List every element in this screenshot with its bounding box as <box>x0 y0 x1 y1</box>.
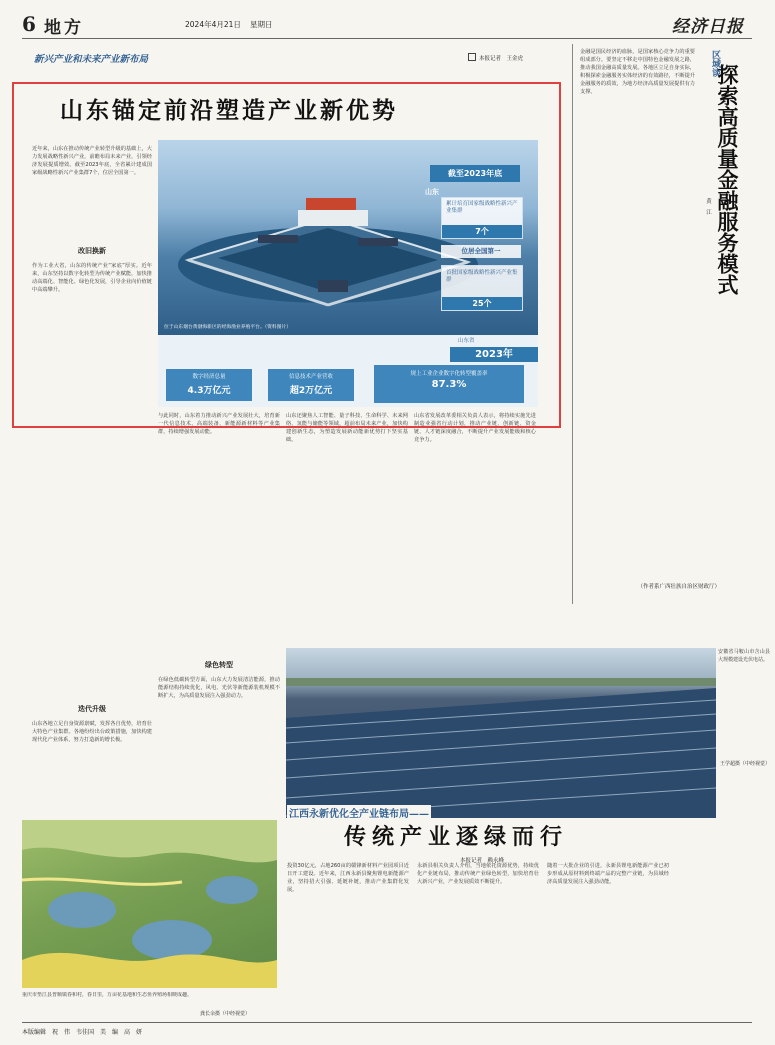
page-editors: 本版编辑 祝 伟 韦佳国 美 编 高 妍 <box>22 1029 143 1036</box>
stat-card-first-batch <box>441 265 523 311</box>
stat-label-it-revenue: 信息技术产业营收 <box>288 374 333 380</box>
second-story-byline: 本报记者 赖永峰 <box>460 858 505 864</box>
stat-label-first-batch: 首批国家级战略性新兴产业集群 <box>446 270 518 283</box>
stat-rank: 位居全国第一 <box>441 245 521 258</box>
stat-value-digital-economy: 4.3万亿元 <box>187 386 231 396</box>
regional-talk-title: 探索高质量金融服务模式 <box>715 64 740 295</box>
stat-label-digital-economy: 数字经济总量 <box>192 374 226 380</box>
section-name: 地方 <box>44 18 84 38</box>
solar-photo-caption: 安徽省马鞍山市含山县大规模建设光伏电站。 <box>718 649 770 663</box>
subhead-2: 迭代升级 <box>78 705 106 713</box>
byline-box-icon <box>468 53 476 61</box>
stats-bottom-band <box>158 335 538 407</box>
solar-panels-illustration <box>286 648 716 818</box>
feature-headline: 山东锚定前沿塑造产业新优势 <box>60 97 398 124</box>
second-story-col3: 随着一大批企业的引进，永新县锂电新能源产业已初步形成从原材料到终端产品的完整产业链，为县域经济高质量发展注入强劲动能。 <box>547 863 669 885</box>
feature-col2-tail: 在绿色低碳转型方面，山东大力发展清洁能源，推动能源结构持续优化，风电、光伏等新能源装机规模不断扩大，为高质量发展注入强劲动力。 <box>158 677 280 699</box>
region-label: 山东省 <box>458 338 475 344</box>
spring-photo-credit: 龚长余摄（中经视觉） <box>200 1011 251 1017</box>
flower-fields-illustration <box>22 820 277 988</box>
stat-value-digital-coverage: 87.3% <box>431 379 467 390</box>
feature-byline <box>468 53 523 62</box>
stat-card-it-revenue <box>268 369 354 401</box>
stats-header-banner <box>430 165 520 185</box>
spacer <box>286 410 289 411</box>
column-label: 新兴产业和未来产业新布局 <box>34 54 149 65</box>
subhead-3: 绿色转型 <box>205 661 233 669</box>
footer-rule <box>22 1022 752 1023</box>
page-header <box>22 12 752 38</box>
second-story-headline: 传统产业逐绿而行 <box>344 824 569 850</box>
feature-col1-body: 作为工业大省，山东的传统产业“家底”厚实。近年来，山东坚持以数字化转型为传统产业赋能，加快推动高端化、智能化、绿色化发展，引导企业向价值链中高端攀升。 <box>32 263 152 293</box>
right-column-signoff: （作者系广西壮族自治区财政厅） <box>637 584 720 590</box>
feature-col1-intro: 近年来，山东在推动传统产业转型升级的基础上，大力发展战略性新兴产业，前瞻布局未来产业，引领经济发展提质增效。截至2023年底，全省累计建成国家级战略性新兴产业集群7个，位居全国第一。 <box>32 146 152 176</box>
regional-talk-author: 黄 江 <box>705 198 711 215</box>
issue-date: 2024年4月21日 <box>185 20 241 29</box>
regional-talk-label: 区域谈 <box>710 50 720 77</box>
header-rule <box>22 38 752 39</box>
feature-col3-body: 山东还聚焦人工智能、量子科技、生命科学、未来网络、氢能与储能等领域，超前布局未来产业，加快构建创新生态，为塑造发展新动能新优势打下坚实基础。 <box>286 413 408 443</box>
right-column-divider <box>572 44 573 604</box>
stat-label-clusters: 累计培育国家级战略性新兴产业集群 <box>446 201 518 214</box>
right-column-body: 金融是国民经济的血脉，是国家核心竞争力的重要组成部分。要坚定不移走中国特色金融发展之路，推动我国金融高质量发展。各地区立足自身实际，积极探索金融服务实体经济的有效路径，不断提升金融服务的质效，为地方经济高质量发展提供有力支撑。 <box>580 49 695 95</box>
feature-col2-body: 与此同时，山东着力推动新兴产业发展壮大，培育新一代信息技术、高端装备、新能源新材料等产业集群，持续增强发展动能。 <box>158 413 280 435</box>
province-label: 山东 <box>425 188 439 196</box>
solar-farm-photo <box>286 648 716 818</box>
spring-village-photo <box>22 820 277 988</box>
solar-caption-kicker: 江西永新优化全产业链布局—— <box>287 805 431 820</box>
stat-value-first-batch: 25个 <box>442 297 522 310</box>
byline-text: 本报记者 王金虎 <box>479 56 524 62</box>
stats-year-badge: 2023年 <box>450 347 538 362</box>
stat-card-clusters <box>441 197 523 239</box>
feature-col4-body: 山东省发展改革委相关负责人表示，将持续实施先进制造业强省行动计划，推动产业链、创新链、资金链、人才链深度融合，不断提升产业发展能级和核心竞争力。 <box>414 413 536 443</box>
issue-weekday: 星期日 <box>250 20 273 29</box>
subhead-1: 改旧换新 <box>78 247 106 255</box>
masthead-logo: 经济日报 <box>672 17 744 37</box>
regional-talk-column <box>700 48 750 608</box>
stats-side-panel <box>425 185 530 340</box>
second-story-col2: 永新县相关负责人介绍，当地依托资源优势，持续优化产业链布局，推动传统产业绿色转型，加快培育壮大新兴产业，产业发展质效不断提升。 <box>417 863 539 885</box>
stat-value-clusters: 7个 <box>442 225 522 238</box>
stat-value-it-revenue: 超2万亿元 <box>289 386 333 396</box>
stat-label-digital-coverage: 规上工业企业数字化转型覆盖率 <box>410 371 488 377</box>
stats-header: 截至2023年底 <box>430 165 520 182</box>
stat-card-digital-coverage <box>374 365 524 403</box>
hero-photo-caption: 位于山东烟台黄渤海新区的经海渔业养殖平台。（资料图片） <box>164 325 292 330</box>
spring-photo-caption: 重庆市垫江县普顺镇春和村，春日里，万亩花基地和生态鱼养殖场相映成趣。 <box>22 992 193 998</box>
second-story-col1: 投资30亿元，占地260亩的赣锋新材料产业园项目近日开工建设。近年来，江西永新县聚焦锂电新能源产业，坚持招大引强、延链补链，推动产业集群化发展。 <box>287 863 409 893</box>
solar-photo-credit: 王学超摄（中经视觉） <box>719 761 770 767</box>
page-number: 6 <box>22 12 36 36</box>
feature-col1-tail: 山东各地立足自身资源禀赋，发挥各自优势，培育壮大特色产业集群。各地纷纷出台政策措施，加快构建现代化产业体系，努力打造新的增长极。 <box>32 721 152 743</box>
stat-card-digital-economy <box>166 369 252 401</box>
